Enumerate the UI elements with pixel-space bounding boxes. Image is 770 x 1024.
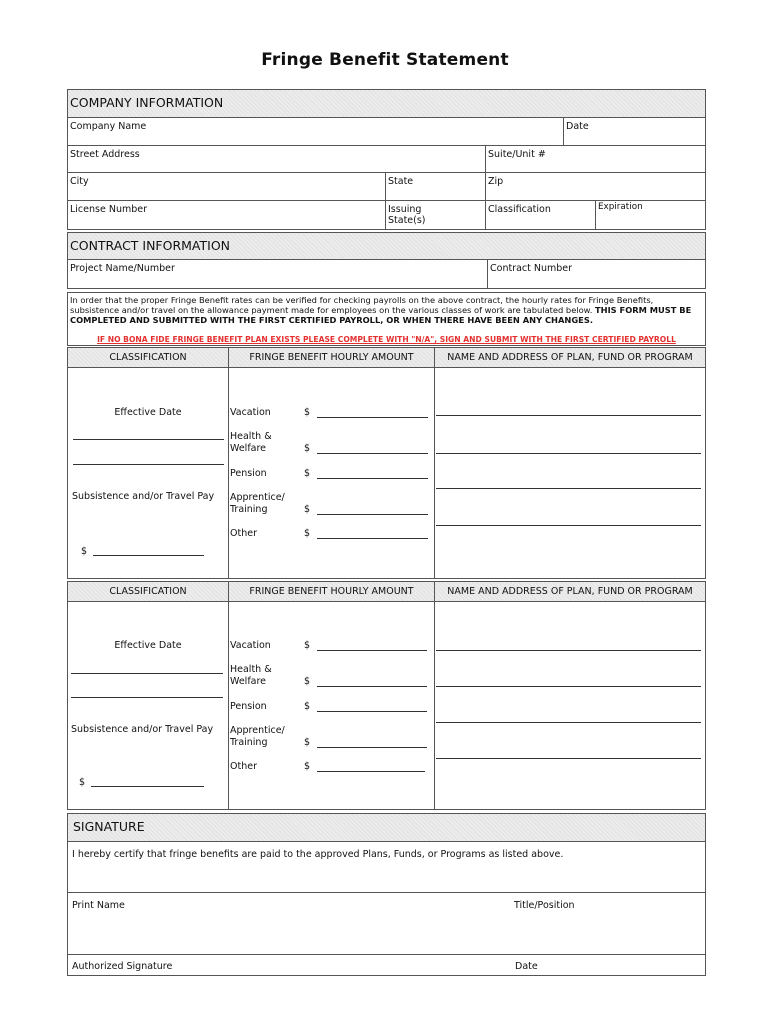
certify-divider (68, 892, 705, 893)
other-dollar: $ (304, 528, 311, 539)
training-label: Training (230, 737, 268, 748)
table-1-divider-a (228, 368, 229, 578)
suite-unit-field[interactable]: Suite/Unit # (486, 146, 705, 173)
health-label: Health & (230, 431, 272, 442)
plan-line-1[interactable] (436, 415, 701, 416)
welfare-label: Welfare (230, 443, 267, 454)
effective-date-line-1[interactable] (71, 673, 223, 674)
vacation-amount-line[interactable] (317, 650, 427, 651)
plan-line-1[interactable] (436, 650, 701, 651)
project-name-field[interactable]: Project Name/Number (68, 260, 488, 288)
table-2-divider-a (228, 602, 229, 809)
table-1-divider-b (434, 368, 435, 578)
company-name-field[interactable]: Company Name (68, 118, 564, 146)
contract-number-field[interactable]: Contract Number (490, 263, 573, 274)
notice-text: In order that the proper Fringe Benefit rates can be verified for checking payrolls on the above contract, the hourly rates for Fringe Benefits, subsistence and/or travel on the allowance payment made for employees on the various classes of work are tabulated below. THIS FORM MUST BE COMPLETED AND SUBMITTED WITH THE FIRST CERTIFIED PAYROLL, OR WHEN THERE HAVE BEEN ANY CHANGES. (70, 295, 692, 325)
pension-amount-line[interactable] (317, 711, 427, 712)
page-title: Fringe Benefit Statement (261, 50, 509, 70)
health-dollar: $ (304, 676, 311, 687)
other-dollar: $ (304, 761, 311, 772)
subsistence-dollar: $ (81, 546, 88, 557)
training-dollar: $ (304, 737, 311, 748)
apprentice-label: Apprentice/ (230, 492, 285, 503)
subsistence-dollar: $ (79, 777, 86, 788)
vacation-dollar: $ (304, 407, 311, 418)
vacation-label: Vacation (230, 640, 271, 651)
health-amount-line[interactable] (317, 686, 427, 687)
table-2-divider-b (434, 602, 435, 809)
date-field[interactable]: Date (564, 118, 705, 146)
company-information-header: COMPANY INFORMATION (68, 90, 705, 118)
effective-date-line-1[interactable] (73, 439, 224, 440)
vacation-label: Vacation (230, 407, 271, 418)
zip-field[interactable]: Zip (486, 173, 705, 201)
subsistence-amount-line[interactable] (93, 555, 204, 556)
table-2-col-plan: NAME AND ADDRESS OF PLAN, FUND OR PROGRAM (434, 582, 705, 602)
license-number-field[interactable]: License Number (68, 201, 386, 229)
effective-date-line-2[interactable] (73, 464, 224, 465)
plan-line-4[interactable] (436, 525, 701, 526)
classification-field[interactable]: Classification (486, 201, 596, 229)
pension-dollar: $ (304, 468, 311, 479)
company-information-section (67, 89, 706, 230)
pension-label: Pension (230, 468, 267, 479)
table-1-col-classification: CLASSIFICATION (68, 348, 228, 368)
effective-date-line-2[interactable] (71, 697, 223, 698)
plan-line-4[interactable] (436, 758, 701, 759)
title-position-field[interactable]: Title/Position (514, 900, 575, 911)
plan-line-3[interactable] (436, 722, 701, 723)
apprentice-label: Apprentice/ (230, 725, 285, 736)
training-dollar: $ (304, 504, 311, 515)
table-2-col-fringe: FRINGE BENEFIT HOURLY AMOUNT (228, 582, 434, 602)
print-name-field[interactable]: Print Name (72, 900, 125, 911)
city-field[interactable]: City (68, 173, 386, 201)
training-label: Training (230, 504, 268, 515)
subsistence-label: Subsistence and/or Travel Pay (71, 724, 214, 735)
benefit-table-2 (67, 581, 706, 810)
health-label: Health & (230, 664, 272, 675)
subsistence-label: Subsistence and/or Travel Pay (72, 491, 215, 502)
signature-section (67, 813, 706, 976)
vacation-amount-line[interactable] (317, 417, 428, 418)
notice-warning: IF NO BONA FIDE FRINGE BENEFIT PLAN EXISTS PLEASE COMPLETE WITH "N/A", SIGN AND SUBMIT WITH THE FIRST CERTIFIED PAYROLL (97, 335, 676, 344)
other-label: Other (230, 528, 257, 539)
other-label: Other (230, 761, 257, 772)
contract-information-header: CONTRACT INFORMATION (68, 233, 705, 260)
notice-box (67, 292, 706, 346)
benefit-table-1 (67, 347, 706, 579)
subsistence-amount-line[interactable] (91, 786, 204, 787)
street-address-field[interactable]: Street Address (68, 146, 486, 173)
name-divider (68, 954, 705, 955)
plan-line-3[interactable] (436, 488, 701, 489)
vacation-dollar: $ (304, 640, 311, 651)
table-2-col-classification: CLASSIFICATION (68, 582, 228, 602)
certify-text: I hereby certify that fringe benefits are paid to the approved Plans, Funds, or Programs as listed above. (72, 849, 564, 860)
health-dollar: $ (304, 443, 311, 454)
expiration-field[interactable]: Expiration (598, 202, 643, 212)
welfare-label: Welfare (230, 676, 267, 687)
pension-label: Pension (230, 701, 267, 712)
pension-amount-line[interactable] (317, 478, 428, 479)
health-amount-line[interactable] (317, 453, 428, 454)
table-1-col-fringe: FRINGE BENEFIT HOURLY AMOUNT (228, 348, 434, 368)
plan-line-2[interactable] (436, 686, 701, 687)
plan-line-2[interactable] (436, 453, 701, 454)
effective-date-label: Effective Date (114, 640, 182, 651)
other-amount-line[interactable] (317, 771, 425, 772)
contract-information-section (67, 232, 706, 289)
signature-date-field[interactable]: Date (515, 961, 538, 972)
effective-date-label: Effective Date (114, 407, 182, 418)
training-amount-line[interactable] (317, 747, 427, 748)
other-amount-line[interactable] (317, 538, 428, 539)
training-amount-line[interactable] (317, 514, 428, 515)
authorized-signature-field[interactable]: Authorized Signature (72, 961, 173, 972)
signature-header: SIGNATURE (68, 814, 705, 842)
issuing-state-field[interactable]: Issuing State(s) (386, 201, 486, 229)
state-field[interactable]: State (386, 173, 486, 201)
pension-dollar: $ (304, 701, 311, 712)
table-1-col-plan: NAME AND ADDRESS OF PLAN, FUND OR PROGRAM (434, 348, 705, 368)
